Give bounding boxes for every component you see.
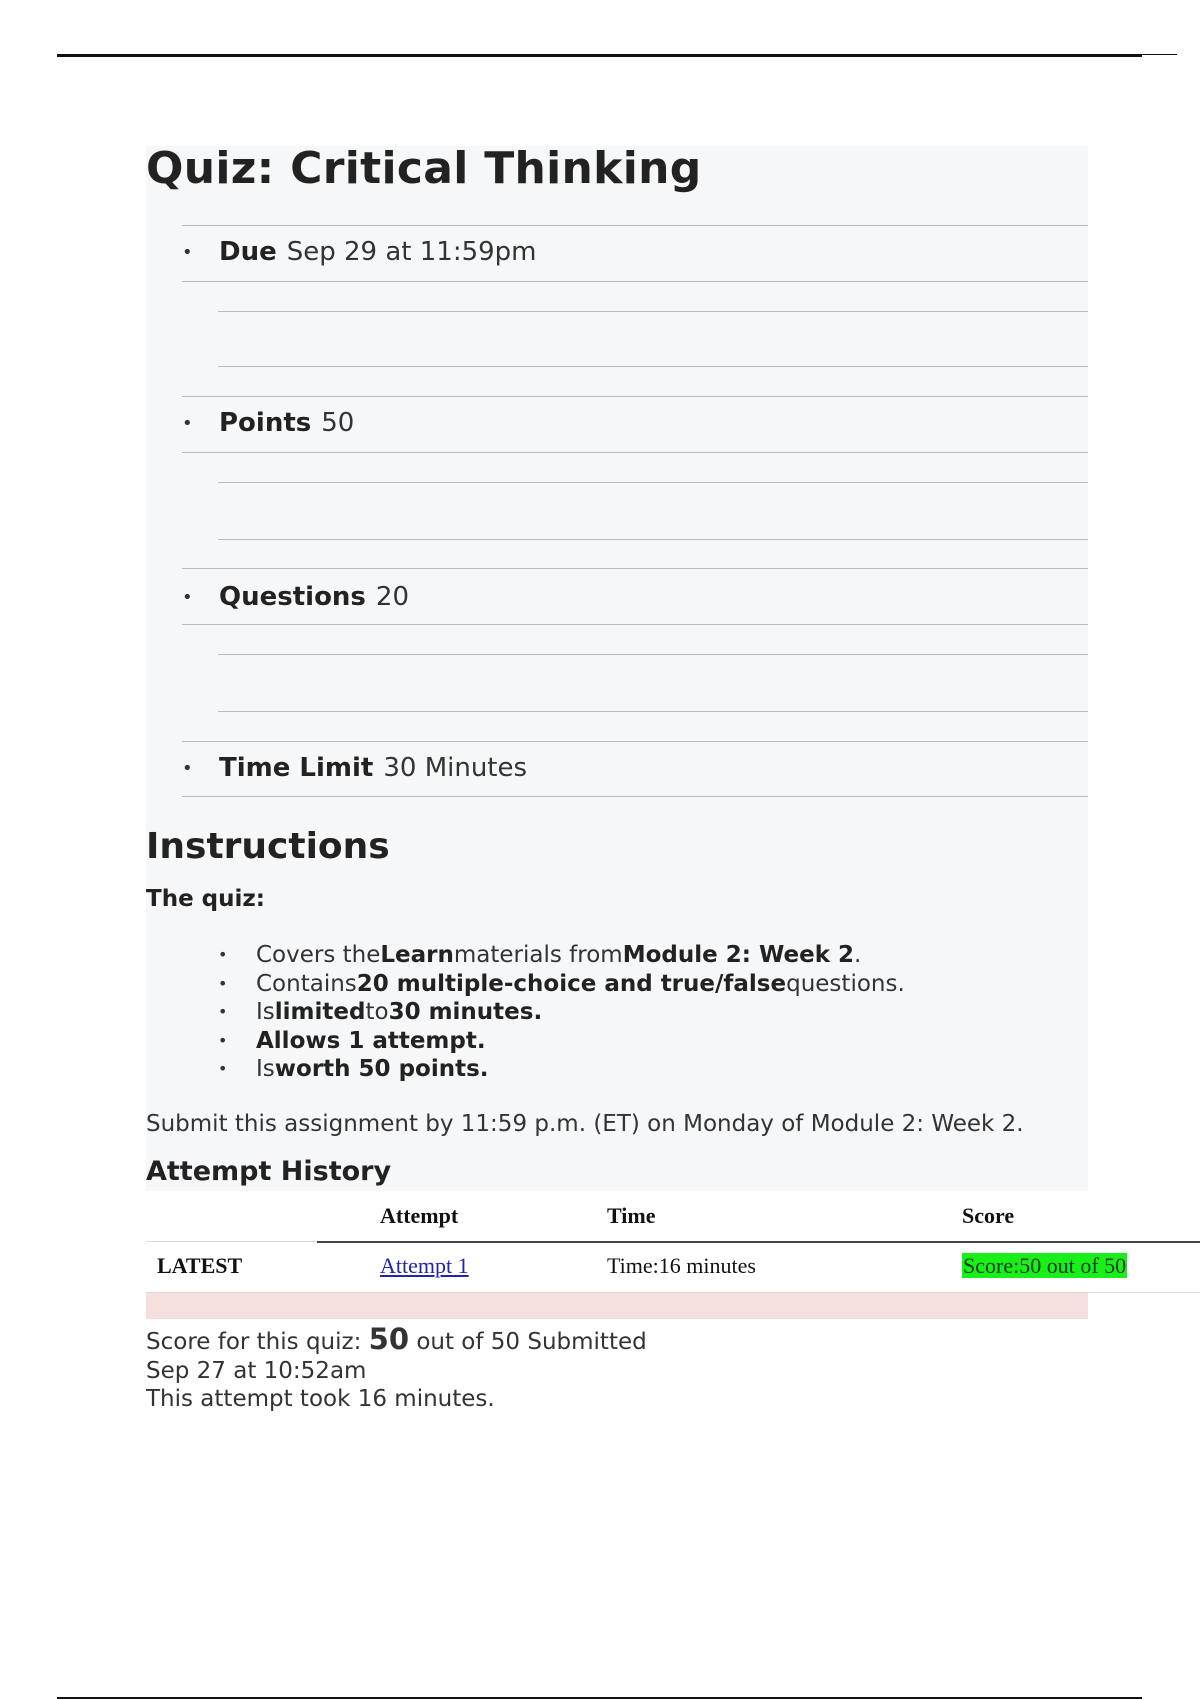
detail-questions — [182, 577, 1088, 617]
attempt-link[interactable]: Attempt 1 — [380, 1253, 469, 1278]
table-cell-attempt — [380, 1253, 469, 1279]
divider — [218, 654, 1088, 655]
divider — [218, 366, 1088, 367]
bullet: • — [182, 412, 193, 434]
list-item: • Covers the Learn materials from Module 2: Week 2 . — [218, 942, 862, 968]
detail-value: 50 — [321, 408, 355, 438]
score-line — [146, 1322, 647, 1357]
instructions-heading: Instructions — [146, 826, 390, 867]
table-header-divider — [317, 1241, 1200, 1243]
divider — [182, 568, 1088, 569]
detail-label: Due — [219, 237, 277, 267]
bullet: • — [182, 586, 193, 608]
detail-label: Points — [219, 408, 312, 438]
submitted-date: Sep 27 at 10:52am — [146, 1357, 367, 1384]
column-header-score: Score — [962, 1203, 1015, 1228]
table-header-divider — [146, 1241, 317, 1242]
bullet: • — [182, 241, 193, 263]
bottom-rule — [57, 1697, 1142, 1699]
page-title: Quiz: Critical Thinking — [146, 143, 702, 194]
score-summary — [146, 1322, 647, 1414]
top-rule-tail — [1142, 54, 1177, 55]
column-header-attempt: Attempt — [380, 1203, 459, 1228]
score-label: Score for this quiz: — [146, 1329, 362, 1355]
divider — [182, 796, 1088, 797]
detail-time-limit — [182, 748, 1088, 788]
table-cell-score — [962, 1253, 1127, 1279]
divider — [182, 281, 1088, 282]
detail-value: 20 — [375, 582, 410, 612]
attempt-duration: This attempt took 16 minutes. — [146, 1386, 495, 1412]
divider — [218, 311, 1088, 312]
score-rest: out of 50 Submitted — [416, 1329, 647, 1355]
detail-value: 30 Minutes — [383, 753, 528, 783]
instructions-list — [218, 941, 905, 1084]
attempt-history-heading: Attempt History — [146, 1156, 392, 1187]
list-item: • Is worth 50 points. — [218, 1056, 489, 1082]
top-rule — [57, 54, 1142, 57]
divider — [218, 482, 1088, 483]
detail-value: Sep 29 at 11:59pm — [286, 237, 537, 267]
detail-label: Time Limit — [219, 753, 374, 783]
column-header-time: Time — [607, 1203, 656, 1228]
list-item: • Is limited to 30 minutes. — [218, 999, 543, 1025]
divider — [218, 711, 1088, 712]
bullet: • — [182, 757, 193, 779]
detail-points — [182, 403, 1088, 443]
alert-bar — [146, 1293, 1088, 1319]
submit-note: Submit this assignment by 11:59 p.m. (ET) on Monday of Module 2: Week 2. — [146, 1111, 1024, 1137]
instructions-intro: The quiz: — [146, 886, 265, 912]
detail-label: Questions — [219, 582, 366, 612]
list-item: • Allows 1 attempt. — [218, 1027, 486, 1054]
divider — [182, 624, 1088, 625]
divider — [182, 452, 1088, 453]
detail-due — [182, 232, 1088, 272]
table-cell-time: Time:16 minutes — [607, 1253, 756, 1278]
score-value: 50 — [368, 1322, 410, 1356]
latest-label: LATEST — [157, 1253, 243, 1278]
divider — [182, 741, 1088, 742]
divider — [182, 225, 1088, 226]
divider — [218, 539, 1088, 540]
list-item: • Contains 20 multiple-choice and true/false questions. — [218, 970, 905, 997]
divider — [182, 396, 1088, 397]
score-highlight: Score:50 out of 50 — [963, 1253, 1127, 1278]
